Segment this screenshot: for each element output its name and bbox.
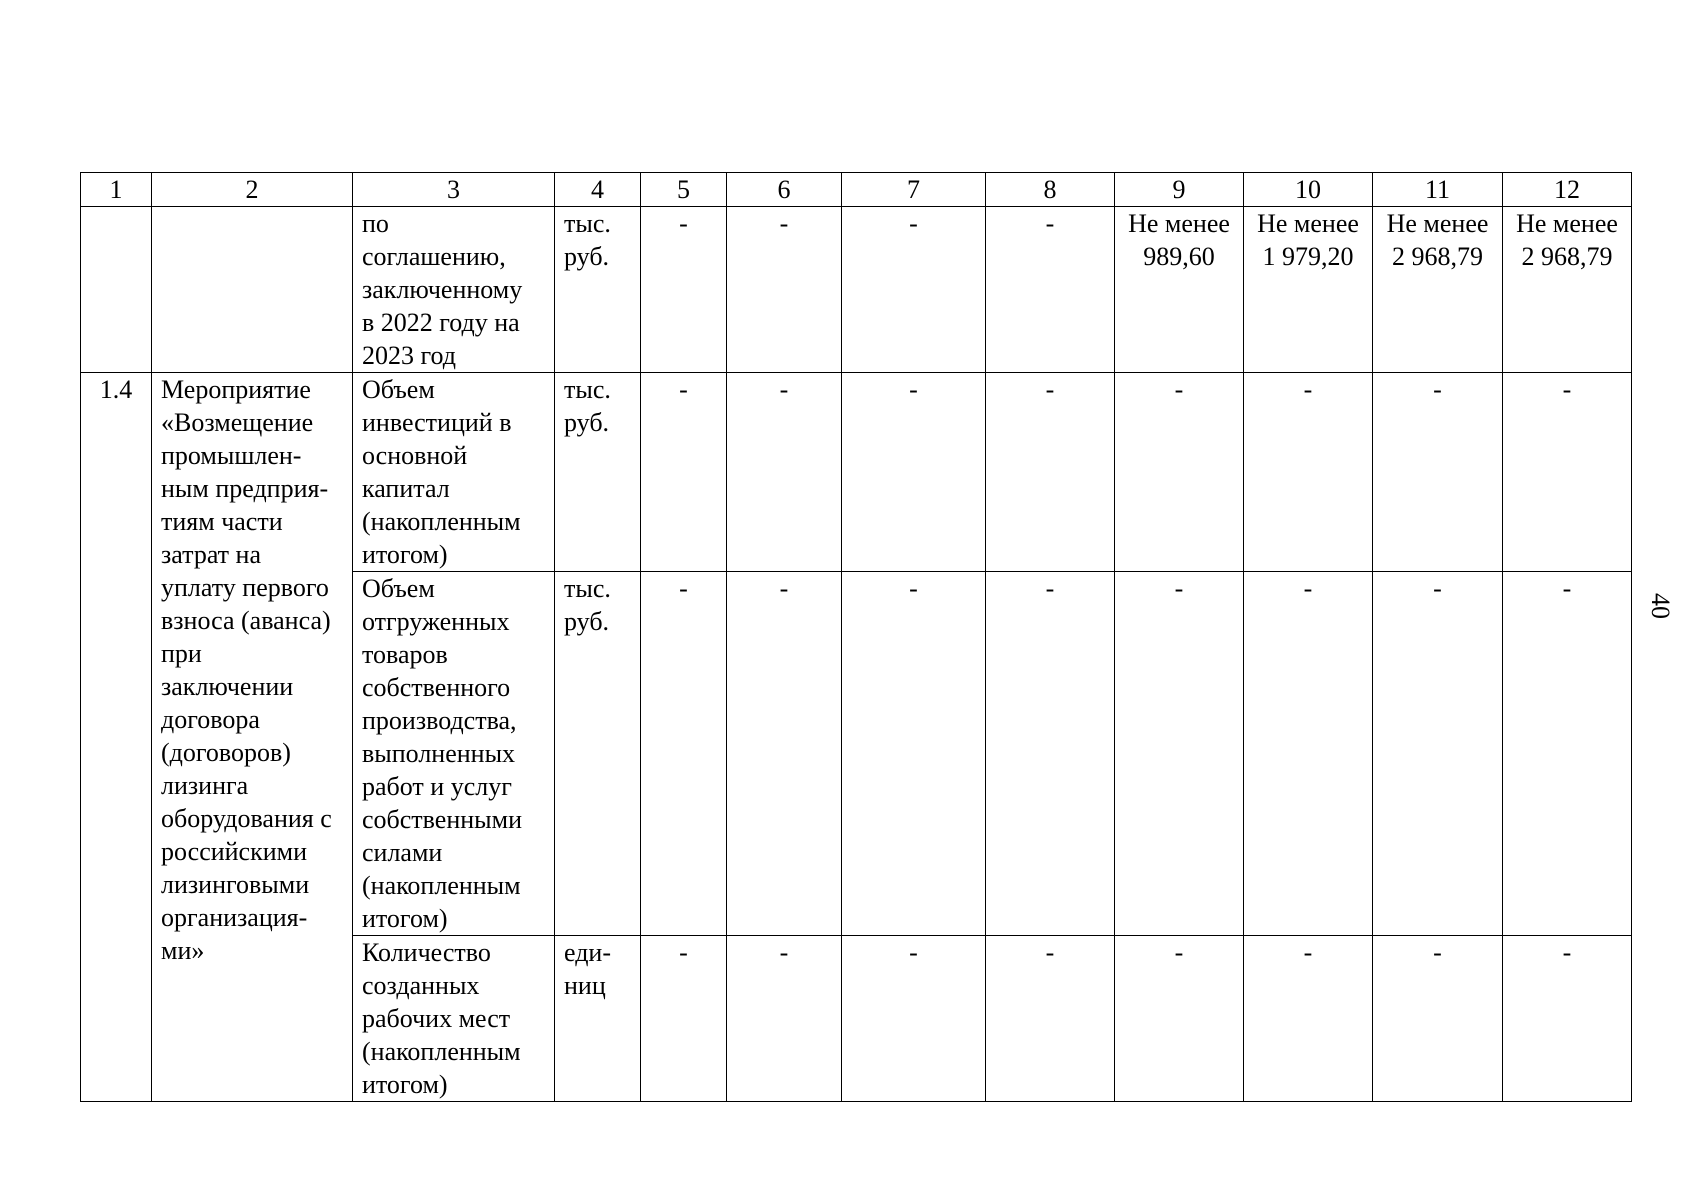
event-name-cell: [152, 207, 353, 373]
indicators-table: [80, 172, 1632, 1102]
indicator-cell: [353, 572, 555, 936]
cell-text-line: затрат на: [161, 540, 262, 569]
cell-text-line: тыс.: [564, 209, 611, 238]
cell-text-line: выполненных: [362, 739, 516, 768]
value-cell-8: -: [986, 373, 1115, 572]
value-cell-12: -: [1503, 373, 1632, 572]
unit-cell: [555, 936, 641, 1102]
col-header-11: 11: [1373, 173, 1503, 207]
cell-text-line: руб.: [564, 408, 610, 437]
table-row-continued: [81, 207, 1632, 373]
cell-text-line: Не менее: [1386, 209, 1489, 238]
value-cell-6: -: [727, 207, 842, 373]
event-number-cell: 1.4: [81, 373, 152, 1102]
value-cell-9: -: [1115, 373, 1244, 572]
cell-text-line: заключении: [161, 672, 294, 701]
cell-text-line: 2 968,79: [1521, 242, 1613, 271]
value-cell-12: -: [1503, 572, 1632, 936]
value-cell-6: -: [727, 373, 842, 572]
col-header-9: 9: [1115, 173, 1244, 207]
event-name-cell: [152, 373, 353, 1102]
column-number-row: [81, 173, 1632, 207]
cell-text-line: инвестиций в: [362, 408, 512, 437]
cell-text-line: итогом): [362, 1070, 448, 1099]
cell-text-line: итогом): [362, 904, 448, 933]
col-header-12: 12: [1503, 173, 1632, 207]
cell-text-line: еди-: [564, 938, 611, 967]
cell-text-line: ным предприя-: [161, 474, 329, 503]
cell-text-line: отгруженных: [362, 607, 510, 636]
value-cell-12: [1503, 207, 1632, 373]
cell-text-line: оборудования с: [161, 804, 332, 833]
unit-cell: [555, 373, 641, 572]
cell-text-line: (накопленным: [362, 871, 521, 900]
indicator-cell: [353, 207, 555, 373]
cell-text-line: по: [362, 209, 389, 238]
cell-text-line: промышлен-: [161, 441, 302, 470]
cell-text-line: капитал: [362, 474, 450, 503]
col-header-8: 8: [986, 173, 1115, 207]
indicator-cell: [353, 373, 555, 572]
cell-text-line: при: [161, 639, 202, 668]
cell-text-line: тыс.: [564, 574, 611, 603]
cell-text-line: ниц: [564, 971, 606, 1000]
cell-text-line: (накопленным: [362, 507, 521, 536]
value-cell-8: -: [986, 572, 1115, 936]
cell-text-line: 2023 год: [362, 341, 456, 370]
value-cell-5: -: [641, 373, 727, 572]
col-header-3: 3: [353, 173, 555, 207]
cell-text-line: лизинговыми: [161, 870, 310, 899]
value-cell-5: -: [641, 936, 727, 1102]
cell-text-line: Не менее: [1128, 209, 1230, 238]
cell-text-line: договора: [161, 705, 260, 734]
cell-text-line: производства,: [362, 706, 517, 735]
cell-text-line: (договоров): [161, 738, 291, 767]
value-cell-11: -: [1373, 572, 1503, 936]
value-cell-10: -: [1244, 373, 1373, 572]
cell-text-line: (накопленным: [362, 1037, 521, 1066]
cell-text-line: соглашению,: [362, 242, 506, 271]
cell-text-line: тиям части: [161, 507, 283, 536]
cell-text-line: силами: [362, 838, 443, 867]
cell-text-line: российскими: [161, 837, 308, 866]
value-cell-9: -: [1115, 572, 1244, 936]
value-cell-5: -: [641, 572, 727, 936]
value-cell-9: -: [1115, 936, 1244, 1102]
cell-text-line: руб.: [564, 242, 610, 271]
cell-text-line: собственными: [362, 805, 522, 834]
cell-text-line: заключенному: [362, 275, 523, 304]
value-cell-7: -: [842, 373, 986, 572]
value-cell-10: -: [1244, 936, 1373, 1102]
cell-text-line: руб.: [564, 607, 610, 636]
cell-text-line: собственного: [362, 673, 511, 702]
cell-text-line: Не менее: [1257, 209, 1359, 238]
value-cell-10: [1244, 207, 1373, 373]
page-number: 40: [1646, 593, 1675, 619]
value-cell-12: -: [1503, 936, 1632, 1102]
col-header-5: 5: [641, 173, 727, 207]
value-cell-8: -: [986, 207, 1115, 373]
col-header-1: 1: [81, 173, 152, 207]
value-cell-11: -: [1373, 373, 1503, 572]
value-cell-8: -: [986, 936, 1115, 1102]
cell-text-line: основной: [362, 441, 468, 470]
cell-text-line: «Возмещение: [161, 408, 314, 437]
cell-text-line: Не менее: [1516, 209, 1618, 238]
indicator-cell: [353, 936, 555, 1102]
cell-text-line: в 2022 году на: [362, 308, 520, 337]
cell-text-line: работ и услуг: [362, 772, 512, 801]
col-header-7: 7: [842, 173, 986, 207]
cell-text-line: ми»: [161, 936, 205, 965]
value-cell-7: -: [842, 572, 986, 936]
cell-text-line: 989,60: [1143, 242, 1215, 271]
cell-text-line: созданных: [362, 971, 480, 1000]
value-cell-11: -: [1373, 936, 1503, 1102]
cell-text-line: итогом): [362, 540, 448, 569]
cell-text-line: 1 979,20: [1262, 242, 1354, 271]
cell-text-line: Мероприятие: [161, 375, 311, 404]
unit-cell: [555, 207, 641, 373]
row-number-cell: [81, 207, 152, 373]
cell-text-line: Объем: [362, 375, 435, 404]
col-header-4: 4: [555, 173, 641, 207]
unit-cell: [555, 572, 641, 936]
value-cell-7: -: [842, 936, 986, 1102]
table-row-event-1-4-investment: [81, 373, 1632, 572]
col-header-10: 10: [1244, 173, 1373, 207]
value-cell-6: -: [727, 572, 842, 936]
cell-text-line: 2 968,79: [1392, 242, 1483, 271]
cell-text-line: тыс.: [564, 375, 611, 404]
cell-text-line: организация-: [161, 903, 308, 932]
value-cell-10: -: [1244, 572, 1373, 936]
value-cell-9: [1115, 207, 1244, 373]
cell-text-line: товаров: [362, 640, 448, 669]
cell-text-line: уплату первого: [161, 573, 329, 602]
value-cell-6: -: [727, 936, 842, 1102]
cell-text-line: взноса (аванса): [161, 606, 331, 635]
value-cell-5: -: [641, 207, 727, 373]
cell-text-line: рабочих мест: [362, 1004, 511, 1033]
value-cell-7: -: [842, 207, 986, 373]
cell-text-line: Количество: [362, 938, 491, 967]
cell-text-line: лизинга: [161, 771, 249, 800]
value-cell-11: [1373, 207, 1503, 373]
cell-text-line: Объем: [362, 574, 435, 603]
col-header-6: 6: [727, 173, 842, 207]
col-header-2: 2: [152, 173, 353, 207]
